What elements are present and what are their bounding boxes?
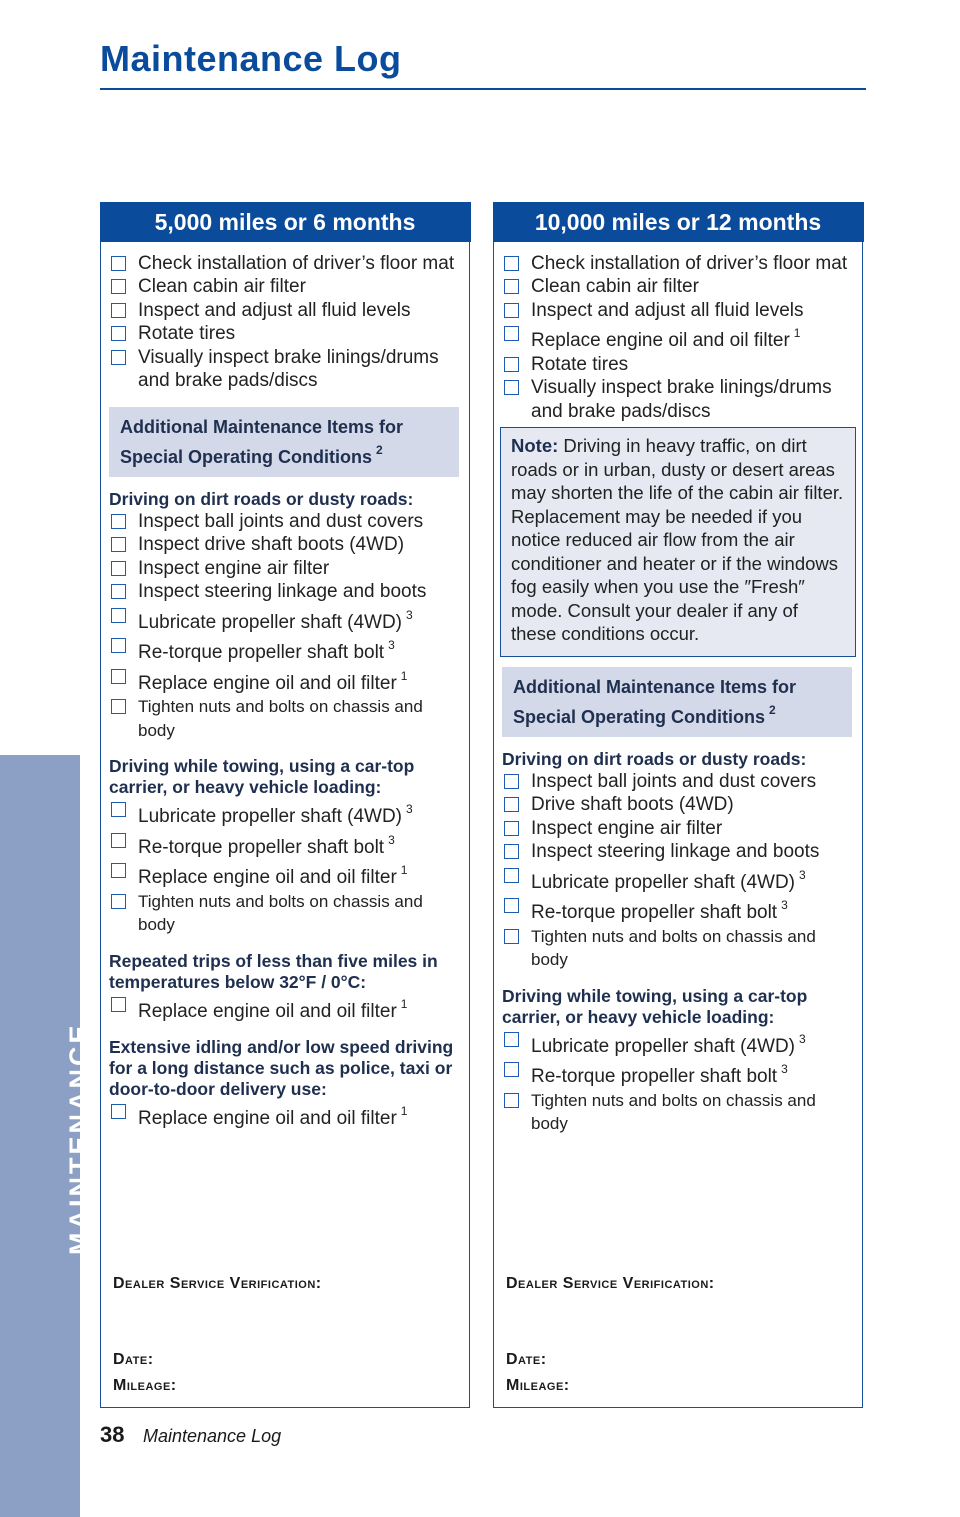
item-label: Inspect ball joints and dust covers <box>138 510 424 532</box>
checklist-item <box>502 1028 854 1059</box>
checkbox[interactable] <box>504 898 519 913</box>
item-label: Check installation of driver’s floor mat <box>138 252 455 274</box>
checklist-item-text <box>531 894 854 925</box>
checklist-item-text <box>138 346 461 393</box>
checklist-item <box>109 580 461 604</box>
item-label: Rotate tires <box>138 323 236 344</box>
checklist-item-text <box>531 840 854 864</box>
checkbox[interactable] <box>504 303 519 318</box>
checkbox[interactable] <box>504 279 519 294</box>
checklist-item <box>502 376 854 423</box>
checkbox[interactable] <box>111 584 126 599</box>
special-line-2-text: Special Operating Conditions <box>120 446 373 467</box>
checklist-item <box>109 798 461 829</box>
checkbox[interactable] <box>111 256 126 271</box>
checklist-item-text <box>138 859 461 890</box>
checklist-item-text <box>138 634 461 665</box>
checkbox[interactable] <box>111 863 126 878</box>
checkbox[interactable] <box>111 303 126 318</box>
special-line-2 <box>513 699 841 729</box>
checkbox[interactable] <box>111 608 126 623</box>
item-label: Inspect steering linkage and boots <box>138 581 427 602</box>
checkbox[interactable] <box>504 929 519 944</box>
checklist <box>109 252 461 393</box>
item-label: Replace engine oil and oil filter <box>138 672 397 694</box>
checklist-item-text <box>531 299 854 323</box>
checkbox[interactable] <box>504 797 519 812</box>
note-text: Driving in heavy traffic, on dirt roads or in urban, dusty or desert areas may shorten the life of the cabin air filter. Replacement may be needed if you notice reduced air flow from the air conditioner and heater or if the windows fog easily when you use the ″Fresh″ mode. Consult your dealer if any of these conditions occur. <box>511 435 844 644</box>
checklist-item <box>109 829 461 860</box>
footnote-ref: 3 <box>781 898 788 912</box>
checklist-item <box>109 275 461 299</box>
checkbox[interactable] <box>504 1062 519 1077</box>
item-label: Inspect ball joints and dust covers <box>531 770 817 792</box>
footnote-ref: 1 <box>400 668 408 683</box>
checklist-item-text <box>138 322 461 346</box>
item-label: Inspect drive shaft boots (4WD) <box>138 534 405 555</box>
checklist-item <box>109 634 461 665</box>
special-line-2-text: Special Operating Conditions <box>513 706 766 727</box>
checkbox[interactable] <box>504 844 519 859</box>
item-label: Inspect engine air filter <box>531 817 723 839</box>
item-label: Tighten nuts and bolts on chassis and body <box>138 891 423 934</box>
checklist-item <box>109 299 461 323</box>
special-conditions-heading <box>502 667 852 737</box>
checklist-item <box>502 925 854 972</box>
checklist-item <box>109 993 461 1024</box>
item-label: Inspect and adjust all fluid levels <box>138 299 411 321</box>
checklist-item-text <box>138 1100 461 1131</box>
checkbox[interactable] <box>504 821 519 836</box>
footnote-ref: 1 <box>793 326 801 340</box>
checklist-item-text <box>138 890 461 937</box>
checklist-item-text <box>531 1028 854 1059</box>
checklist-item-text <box>138 665 461 696</box>
item-label: Visually inspect brake linings/drums and brake pads/discs <box>531 377 832 422</box>
checklist-item-text <box>138 695 461 742</box>
item-label: Replace engine oil and oil filter <box>138 1000 397 1022</box>
dealer-verification-label: Dealer Service Verification: <box>113 1275 322 1292</box>
checklist-item <box>502 840 854 864</box>
item-label: Clean cabin air filter <box>138 276 306 297</box>
checklist-item <box>109 1100 461 1131</box>
checklist-item <box>502 1089 854 1136</box>
item-label: Lubricate propeller shaft (4WD) <box>138 806 402 827</box>
checkbox[interactable] <box>504 357 519 372</box>
checklist-item <box>109 510 461 534</box>
checkbox[interactable] <box>111 997 126 1012</box>
checklist-item <box>109 346 461 393</box>
checklist-item-text <box>531 353 854 377</box>
footnote-ref: 3 <box>781 1062 788 1076</box>
checkbox[interactable] <box>504 1093 519 1108</box>
checklist-item-text <box>138 580 461 604</box>
checkbox[interactable] <box>111 514 126 529</box>
checkbox[interactable] <box>111 1104 126 1119</box>
log-column-5000 <box>100 202 470 1408</box>
item-label: Lubricate propeller shaft (4WD) <box>531 1035 795 1057</box>
checkbox[interactable] <box>504 326 519 341</box>
checklist-item <box>502 1058 854 1089</box>
checklist-item-text <box>138 533 461 557</box>
checklist-item-text <box>531 275 854 299</box>
checklist-item <box>109 665 461 696</box>
checklist-item-text <box>138 252 461 276</box>
conditions <box>502 749 854 1136</box>
checklist <box>502 252 854 424</box>
checklist-item <box>109 695 461 742</box>
checkbox[interactable] <box>504 868 519 883</box>
checkbox[interactable] <box>111 638 126 653</box>
item-label: Visually inspect brake linings/drums and brake pads/discs <box>138 346 439 391</box>
condition-heading: Repeated trips of less than five miles in temperatures below 32°F / 0°C: <box>109 950 438 992</box>
page-number: 38 <box>100 1422 125 1447</box>
checkbox[interactable] <box>111 537 126 552</box>
checkbox[interactable] <box>111 669 126 684</box>
checklist-item <box>502 793 854 817</box>
item-label: Re-torque propeller shaft bolt <box>138 642 385 663</box>
footnote-ref: 3 <box>406 802 413 816</box>
item-label: Inspect engine air filter <box>138 557 330 579</box>
footnote-ref: 3 <box>799 867 806 882</box>
column-body <box>494 242 862 1136</box>
checklist-item-text <box>531 864 854 895</box>
checklist-item <box>502 770 854 794</box>
checklist-item-text <box>531 793 854 817</box>
item-label: Replace engine oil and oil filter <box>138 1108 397 1129</box>
checklist-item-text <box>531 376 854 423</box>
checklist-item <box>502 894 854 925</box>
special-conditions-heading <box>109 407 459 477</box>
checklist-item <box>502 864 854 895</box>
checklist-item <box>109 252 461 276</box>
footnote-ref: 1 <box>400 863 408 877</box>
item-label: Tighten nuts and bolts on chassis and body <box>531 926 816 969</box>
checklist-item <box>502 322 854 353</box>
special-line-1: Additional Maintenance Items for <box>120 416 404 437</box>
footnote-ref: 3 <box>388 638 395 652</box>
condition-heading: Driving on dirt roads or dusty roads: <box>502 748 807 769</box>
date-label: Date: <box>506 1351 547 1368</box>
special-line-2 <box>120 439 448 469</box>
item-label: Inspect and adjust all fluid levels <box>531 299 804 321</box>
item-label: Re-torque propeller shaft bolt <box>531 902 778 923</box>
column-body <box>101 242 469 1131</box>
footnote-ref: 3 <box>388 832 395 847</box>
item-label: Replace engine oil and oil filter <box>138 867 397 888</box>
checklist-item <box>109 604 461 635</box>
section-side-label: MAINTENANCE <box>64 1022 94 1255</box>
checkbox[interactable] <box>504 380 519 395</box>
cabin-filter-note <box>500 427 856 657</box>
checklist-item <box>109 859 461 890</box>
item-label: Clean cabin air filter <box>531 276 699 297</box>
date-label: Date: <box>113 1351 154 1368</box>
mileage-label: Mileage: <box>506 1377 570 1394</box>
checklist-item-text <box>138 798 461 829</box>
item-label: Tighten nuts and bolts on chassis and body <box>531 1090 816 1133</box>
checkbox[interactable] <box>111 350 126 365</box>
checkbox[interactable] <box>111 279 126 294</box>
checklist-item-text <box>531 252 854 276</box>
special-line-1: Additional Maintenance Items for <box>513 676 797 697</box>
checklist-item <box>502 353 854 377</box>
checkbox[interactable] <box>111 561 126 576</box>
item-label: Lubricate propeller shaft (4WD) <box>138 611 402 633</box>
checkbox[interactable] <box>111 699 126 714</box>
log-column-10000 <box>493 202 863 1408</box>
checklist-item <box>109 322 461 346</box>
checkbox[interactable] <box>111 326 126 341</box>
checklist-item-text <box>531 770 854 794</box>
page-title: Maintenance Log <box>100 38 402 79</box>
footnote-ref: 1 <box>400 1104 408 1118</box>
checklist-item <box>109 890 461 937</box>
footer-section-label: Maintenance Log <box>143 1426 282 1446</box>
checklist-item-text <box>138 993 461 1024</box>
condition-heading: Extensive idling and/or low speed driving for a long distance such as police, taxi or door-to-door delivery use: <box>109 1037 454 1099</box>
checklist-item <box>502 817 854 841</box>
checklist-item-text <box>531 925 854 972</box>
note-label: Note: <box>511 435 559 456</box>
checklist-item <box>502 299 854 323</box>
mileage-label: Mileage: <box>113 1377 177 1394</box>
item-label: Lubricate propeller shaft (4WD) <box>531 871 795 893</box>
column-header: 5,000 miles or 6 months <box>100 202 471 242</box>
item-label: Check installation of driver’s floor mat <box>531 252 848 274</box>
checkbox[interactable] <box>504 1032 519 1047</box>
item-label: Re-torque propeller shaft bolt <box>138 836 385 858</box>
checkbox[interactable] <box>111 802 126 817</box>
checklist-item-text <box>531 817 854 841</box>
dealer-verification-label: Dealer Service Verification: <box>506 1275 715 1292</box>
checklist-item <box>109 533 461 557</box>
checklist-item <box>502 275 854 299</box>
condition-heading: Driving while towing, using a car-top carrier, or heavy vehicle loading: <box>109 756 415 797</box>
footnote-ref: 1 <box>400 996 408 1011</box>
footnote-ref: 2 <box>769 702 776 717</box>
item-label: Drive shaft boots (4WD) <box>531 794 734 815</box>
checklist-item <box>109 557 461 581</box>
checklist-item-text <box>138 275 461 299</box>
checkbox[interactable] <box>111 894 126 909</box>
item-label: Re-torque propeller shaft bolt <box>531 1066 778 1087</box>
checkbox[interactable] <box>504 774 519 789</box>
footnote-ref: 2 <box>376 442 383 457</box>
item-label: Replace engine oil and oil filter <box>531 330 790 351</box>
checkbox[interactable] <box>111 833 126 848</box>
checklist-item-text <box>138 299 461 323</box>
checklist-item-text <box>531 1058 854 1089</box>
condition-heading: Driving on dirt roads or dusty roads: <box>109 488 414 509</box>
condition-heading: Driving while towing, using a car-top carrier, or heavy vehicle loading: <box>502 985 808 1027</box>
item-label: Inspect steering linkage and boots <box>531 841 820 862</box>
title-rule <box>100 88 866 90</box>
checklist-item-text <box>531 322 854 353</box>
checklist-item-text <box>138 829 461 860</box>
checklist-item-text <box>138 604 461 635</box>
checkbox[interactable] <box>504 256 519 271</box>
checklist-item-text <box>531 1089 854 1136</box>
checklist-item <box>502 252 854 276</box>
footnote-ref: 3 <box>799 1031 806 1046</box>
item-label: Rotate tires <box>531 353 629 375</box>
column-header: 10,000 miles or 12 months <box>493 202 864 242</box>
item-label: Tighten nuts and bolts on chassis and body <box>138 697 423 740</box>
checklist-item-text <box>138 557 461 581</box>
checklist-item-text <box>138 510 461 534</box>
conditions <box>109 489 461 1131</box>
footnote-ref: 3 <box>406 607 413 622</box>
